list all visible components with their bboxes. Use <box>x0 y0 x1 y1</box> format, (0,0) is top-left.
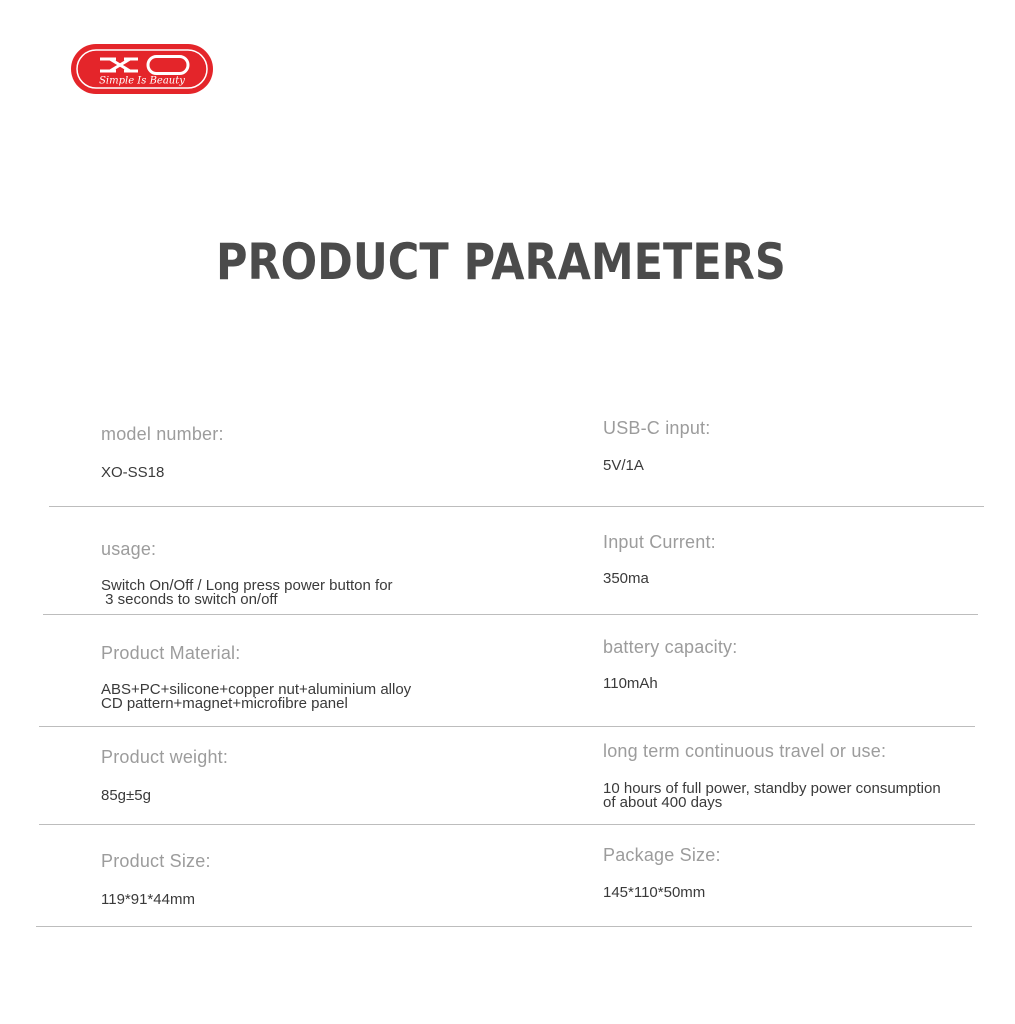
page-title: PRODUCT PARAMETERS <box>216 233 786 291</box>
travel-use-value-line-1: 10 hours of full power, standby power consumption <box>603 780 941 797</box>
travel-use-label: long term continuous travel or use: <box>603 741 887 761</box>
row-divider <box>43 614 978 615</box>
usb-c-input-value: 5V/1A <box>603 457 644 474</box>
battery-capacity-label: battery capacity: <box>603 637 738 657</box>
product-size-value: 119*91*44mm <box>101 891 195 908</box>
input-current-value: 350ma <box>603 570 649 587</box>
usb-c-input-label: USB-C input: <box>603 418 711 438</box>
row-divider <box>39 824 975 825</box>
usage-label: usage: <box>101 539 157 559</box>
input-current-label: Input Current: <box>603 532 716 552</box>
usage-value-line-1: Switch On/Off / Long press power button for <box>101 577 393 594</box>
xo-logo <box>68 41 216 97</box>
product-weight-label: Product weight: <box>101 747 229 767</box>
model-number-label: model number: <box>101 424 224 444</box>
package-size-value: 145*110*50mm <box>603 884 706 901</box>
travel-use-value-line-2: of about 400 days <box>603 794 723 811</box>
model-number-value: XO-SS18 <box>101 464 165 481</box>
svg-text:Simple Is Beauty: Simple Is Beauty <box>99 75 185 87</box>
row-divider <box>49 506 984 507</box>
row-divider <box>39 726 975 727</box>
product-material-value-line-2: CD pattern+magnet+microfibre panel <box>101 695 348 712</box>
product-material-value-line-1: ABS+PC+silicone+copper nut+aluminium alloy <box>101 681 412 698</box>
product-weight-value: 85g±5g <box>101 787 151 804</box>
row-divider <box>36 926 972 927</box>
product-material-label: Product Material: <box>101 643 241 663</box>
product-size-label: Product Size: <box>101 851 211 871</box>
package-size-label: Package Size: <box>603 845 721 865</box>
battery-capacity-value: 110mAh <box>603 675 658 692</box>
usage-value-line-2: 3 seconds to switch on/off <box>101 591 278 608</box>
